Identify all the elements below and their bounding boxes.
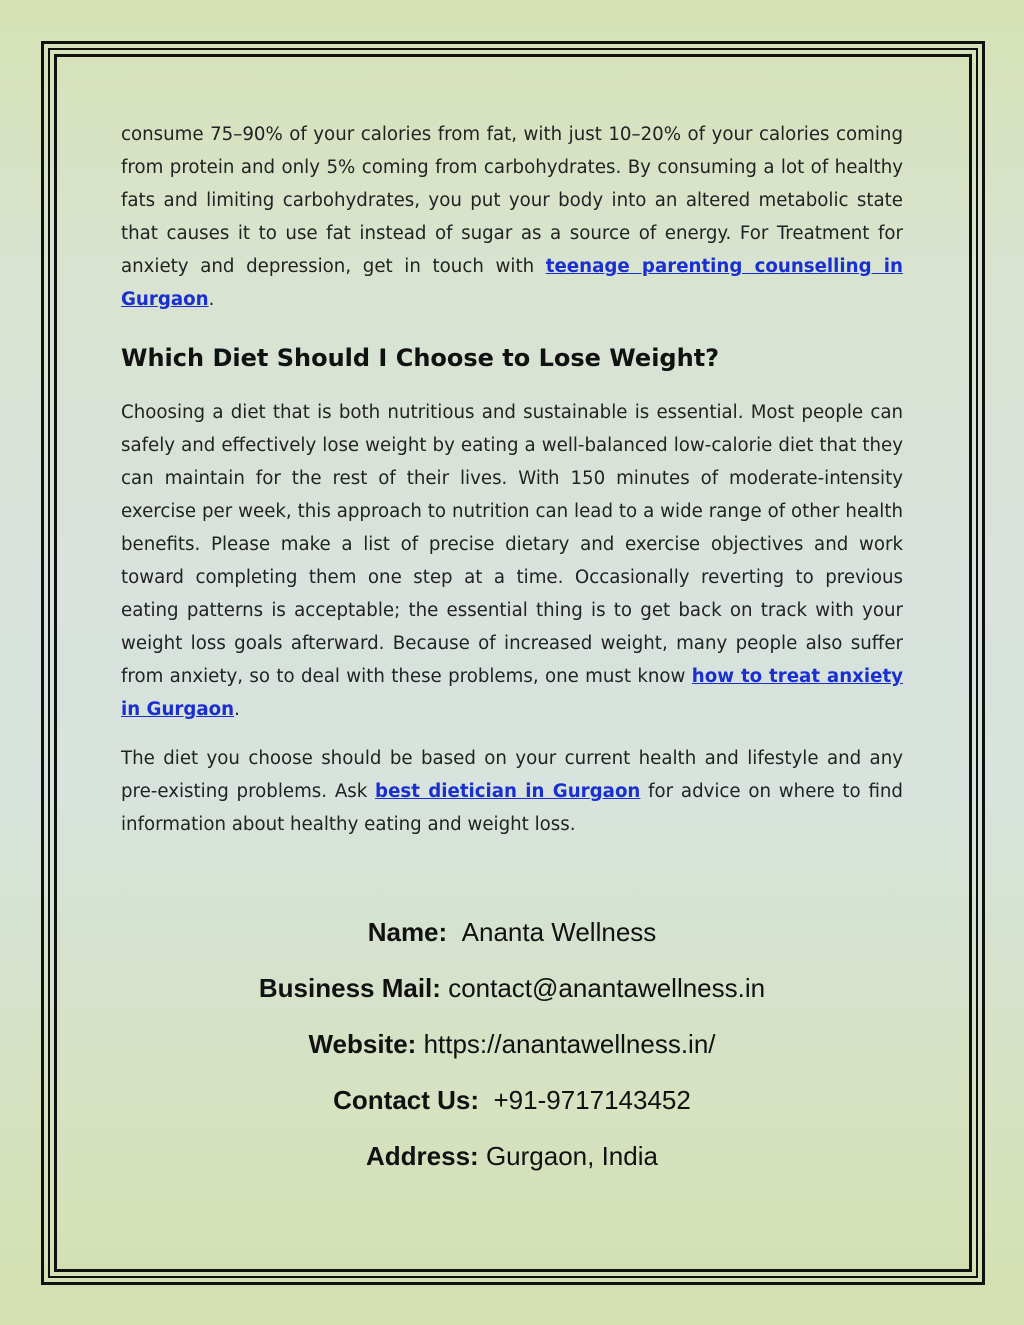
paragraph-2: Choosing a diet that is both nutritious and sustainable is essential. Most people can safely and effectively lose weight by eating a well-balanced low-calorie diet that they can maintain for the rest of their lives. With 150 minutes of moderate-intensity exercise per week, this approach to nutrition can lead to a wide range of other health benefits. Please make a list of precise dietary and exercise objectives and work toward completing them one step at a time. Occasionally reverting to previous eating patterns is acceptable; the essential thing is to get back on track with your weight loss goals afterward. Because of increased weight, many people also suffer from anxiety, so to deal with these problems, one must know how to treat anxiety in Gurgaon. [121, 402, 903, 720]
website-value[interactable]: https://anantawellness.in/ [423, 1029, 716, 1059]
link-best-dietician[interactable]: best dietician in Gurgaon [375, 781, 641, 802]
contact-block [0, 910, 1024, 1190]
paragraph-1: consume 75–90% of your calories from fat, with just 10–20% of your calories coming from protein and only 5% coming from carbohydrates. By consuming a lot of healthy fats and limiting carbohydrates, you put your body into an altered metabolic state that causes it to use fat instead of sugar as a source of energy. For Treatment for anxiety and depression, get in touch with teenage parenting counselling in Gurgaon. [121, 124, 903, 310]
contact-address-row [0, 1134, 1024, 1190]
link-treat-anxiety[interactable]: how to treat anxiety in Gurgaon [121, 666, 903, 720]
article-body [121, 118, 903, 841]
address-label: Address: [366, 1141, 479, 1171]
contact-phone-row [0, 1078, 1024, 1134]
phone-label: Contact Us: [333, 1085, 480, 1115]
address-value: Gurgaon, India [485, 1141, 658, 1171]
paragraph-3: The diet you choose should be based on your current health and lifestyle and any pre-existing problems. Ask best dietician in Gurgaon for advice on where to find information about healthy eating and weight loss. [121, 748, 903, 835]
contact-name-row [0, 910, 1024, 966]
mail-label: Business Mail: [258, 973, 441, 1003]
contact-website-row [0, 1022, 1024, 1078]
phone-value: +91-9717143452 [493, 1085, 691, 1115]
website-label: Website: [308, 1029, 417, 1059]
name-label: Name: [367, 917, 448, 947]
contact-mail-row [0, 966, 1024, 1022]
section-heading: Which Diet Should I Choose to Lose Weight? [121, 344, 720, 372]
link-teenage-parenting-counselling[interactable]: teenage parenting counselling in Gurgaon [121, 256, 903, 310]
name-value: Ananta Wellness [461, 917, 657, 947]
mail-value[interactable]: contact@anantawellness.in [448, 973, 766, 1003]
